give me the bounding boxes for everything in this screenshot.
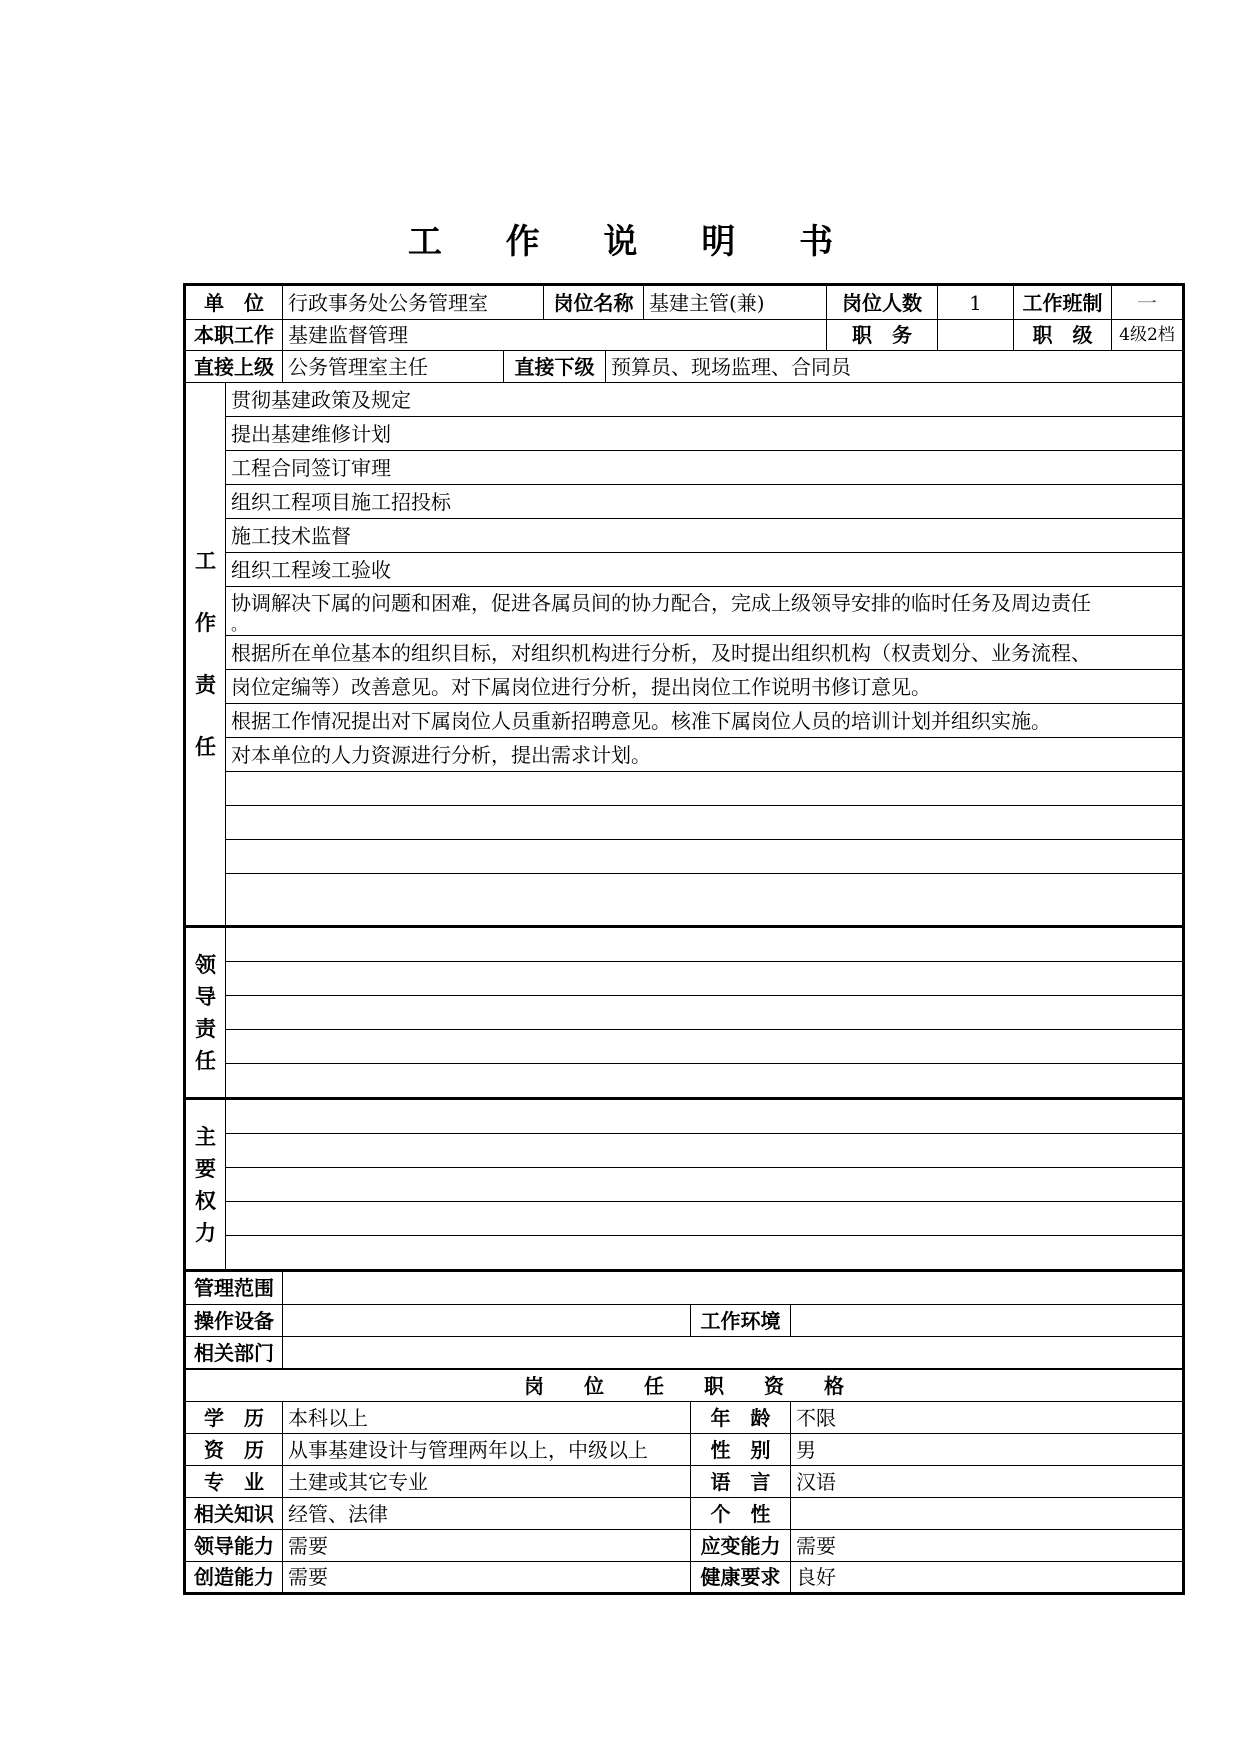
shift-value: 一 xyxy=(1112,286,1182,320)
empty-row xyxy=(226,1134,1182,1168)
label-char: 要 xyxy=(195,1156,216,1181)
responsibility-item: 根据工作情况提出对下属岗位人员重新招聘意见。核准下属岗位人员的培训计划并组织实施。 xyxy=(226,704,1182,738)
post-name-label: 岗位名称 xyxy=(544,286,644,320)
empty-row xyxy=(226,1168,1182,1202)
label-char: 任 xyxy=(195,735,216,759)
main-work-label: 本职工作 xyxy=(186,320,283,351)
health-label: 健康要求 xyxy=(691,1562,791,1592)
responsibility-item: 对本单位的人力资源进行分析，提出需求计划。 xyxy=(226,738,1182,772)
leadership-label xyxy=(186,928,226,1100)
superior-value: 公务管理室主任 xyxy=(283,351,504,383)
headcount-label: 岗位人数 xyxy=(827,286,938,320)
label-char: 领 xyxy=(195,952,216,977)
responsibility-item: 协调解决下属的问题和困难，促进各属员间的协力配合，完成上级领导安排的临时任务及周边责任 xyxy=(231,590,1091,615)
level-label: 职 级 xyxy=(1014,320,1112,351)
label-char: 权 xyxy=(195,1188,216,1213)
work-env-value xyxy=(791,1305,1182,1337)
experience-value: 从事基建设计与管理两年以上，中级以上 xyxy=(283,1434,691,1466)
major-label: 专 业 xyxy=(186,1466,283,1498)
level-value: 4级2档 xyxy=(1112,320,1182,351)
responsibility-item: 组织工程项目施工招投标 xyxy=(226,485,1182,519)
empty-row xyxy=(226,928,1182,962)
job-description-table xyxy=(183,283,1185,1595)
powers-label xyxy=(186,1100,226,1272)
leadership-ability-value: 需要 xyxy=(283,1530,691,1562)
major-value: 土建或其它专业 xyxy=(283,1466,691,1498)
empty-row xyxy=(226,1100,1182,1134)
duty-label: 职 务 xyxy=(827,320,938,351)
experience-label: 资 历 xyxy=(186,1434,283,1466)
label-char: 导 xyxy=(195,984,216,1009)
responsibility-item: 提出基建维修计划 xyxy=(226,417,1182,451)
document-title: 工 作 说 明 书 xyxy=(407,222,860,262)
empty-row xyxy=(226,840,1182,874)
age-value: 不限 xyxy=(791,1402,1182,1434)
responsibility-item: 。 xyxy=(226,618,1182,636)
responsibility-item: 工程合同签订审理 xyxy=(226,451,1182,485)
adaptability-value: 需要 xyxy=(791,1530,1182,1562)
subordinate-value: 预算员、现场监理、合同员 xyxy=(606,351,1182,383)
unit-label: 单 位 xyxy=(186,286,283,320)
responsibility-item: 组织工程竣工验收 xyxy=(226,553,1182,587)
shift-label: 工作班制 xyxy=(1014,286,1112,320)
responsibility-item: 岗位定编等）改善意见。对下属岗位进行分析，提出岗位工作说明书修订意见。 xyxy=(226,670,1182,704)
personality-value xyxy=(791,1498,1182,1530)
equipment-label: 操作设备 xyxy=(186,1305,283,1337)
empty-row xyxy=(226,1064,1182,1100)
health-value: 良好 xyxy=(796,1565,836,1589)
knowledge-label: 相关知识 xyxy=(186,1498,283,1530)
subordinate-label: 直接下级 xyxy=(504,351,606,383)
qualification-heading: 岗 位 任 职 资 格 xyxy=(186,1370,1182,1402)
duty-value xyxy=(938,320,1014,351)
mgmt-scope-label: 管理范围 xyxy=(186,1272,283,1305)
empty-row xyxy=(226,806,1182,840)
education-value: 本科以上 xyxy=(283,1402,691,1434)
creativity-label: 创造能力 xyxy=(186,1562,283,1592)
leadership-ability-label: 领导能力 xyxy=(186,1530,283,1562)
adaptability-label: 应变能力 xyxy=(691,1530,791,1562)
education-label: 学 历 xyxy=(186,1402,283,1434)
label-char: 责 xyxy=(195,673,216,697)
mgmt-scope-value xyxy=(283,1272,1182,1305)
knowledge-value: 经管、法律 xyxy=(283,1498,691,1530)
label-char: 作 xyxy=(195,611,216,635)
creativity-value: 需要 xyxy=(283,1562,691,1592)
related-dept-label: 相关部门 xyxy=(186,1337,283,1370)
empty-row xyxy=(226,996,1182,1030)
responsibilities-label xyxy=(186,383,226,928)
age-label: 年 龄 xyxy=(691,1402,791,1434)
equipment-value xyxy=(283,1305,691,1337)
empty-row xyxy=(226,772,1182,806)
label-char: 工 xyxy=(195,549,216,573)
personality-label: 个 性 xyxy=(691,1498,791,1530)
responsibility-item: 根据所在单位基本的组织目标，对组织机构进行分析，及时提出组织机构（权责划分、业务流程、 xyxy=(226,636,1182,670)
empty-row xyxy=(226,874,1182,928)
language-label: 语 言 xyxy=(691,1466,791,1498)
related-dept-value xyxy=(283,1337,1182,1370)
post-name-value: 基建主管(兼) xyxy=(644,286,827,320)
language-value: 汉语 xyxy=(791,1466,1182,1498)
empty-row xyxy=(226,1030,1182,1064)
empty-row xyxy=(226,1202,1182,1236)
gender-value: 男 xyxy=(791,1434,1182,1466)
label-char: 责 xyxy=(195,1016,216,1041)
unit-value: 行政事务处公务管理室 xyxy=(283,286,544,320)
gender-label: 性 别 xyxy=(691,1434,791,1466)
label-char: 任 xyxy=(195,1048,216,1073)
responsibility-item: 贯彻基建政策及规定 xyxy=(226,383,1182,417)
label-char: 主 xyxy=(195,1124,216,1149)
headcount-value: 1 xyxy=(938,286,1014,320)
empty-row xyxy=(226,962,1182,996)
label-char: 力 xyxy=(195,1220,216,1245)
main-work-value: 基建监督管理 xyxy=(283,320,827,351)
superior-label: 直接上级 xyxy=(186,351,283,383)
empty-row xyxy=(226,1236,1182,1272)
responsibility-item: 施工技术监督 xyxy=(226,519,1182,553)
work-env-label: 工作环境 xyxy=(691,1305,791,1337)
